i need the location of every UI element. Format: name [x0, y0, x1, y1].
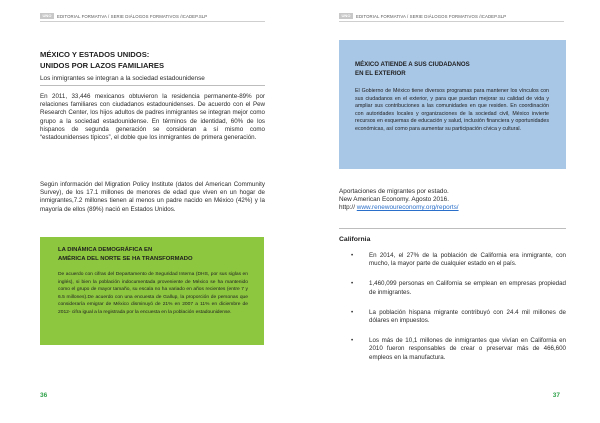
list-item-text: En 2014, el 27% de la población de California era inmigrante, con mucho, la mayor parte de cualquier estado en el país.: [369, 252, 566, 268]
list-item: [339, 309, 566, 325]
source-link[interactable]: www.renewoureconomy.org/reports/: [356, 204, 459, 212]
demographics-callout-box: [40, 237, 264, 345]
source-line2: New American Economy. Agosto 2016.: [339, 196, 449, 204]
list-item: [339, 252, 566, 268]
section-divider: [339, 228, 566, 229]
page-number-left: 36: [40, 392, 48, 399]
citizens-abroad-callout-box: [339, 40, 566, 169]
callout-body: De acuerdo con cifras del Departamento de Seguridad Interna (DHS, por sus siglas en inglés), si bien la población indocumentada proveniente de México se ha mantenido como el grupo de mayor tamaño, su escala no ha variado en años recientes (entre 7 y 6.5 millones).De acuerdo con una encuesta de Gallup, la proporción de personas que consideraría emigrar de México disminuyó de 21% en 2007 a 11% en diciembre de 2012- cifra igual a la registrada por la encuesta en la población estadounidense.: [58, 272, 248, 315]
callout-title-line2: EN EL EXTERIOR: [355, 70, 406, 77]
subtitle-divider: [40, 85, 265, 86]
source-citation: [339, 188, 564, 213]
source-line3: [339, 204, 564, 212]
publisher-logo: UNO: [339, 13, 353, 19]
list-item-text: 1,460,099 personas en California se emplean en empresas propiedad de inmigrantes.: [369, 280, 566, 296]
bullet-icon: •: [351, 252, 354, 259]
list-item: [339, 280, 566, 296]
paragraph-residency: En 2011, 33,446 mexicanos obtuvieron la residencia permanente-89% por relaciones familiares con ciudadanos estadounidenses. De acuerdo con el Pew Research Center, los hijos adultos de padres inmigrantes se integran mejor como grupo a la sociedad estadounidense. En términos de identidad, 60% de los hispanos de segunda generación se consideran a sí mismo como “estadounidenses típicos”, el doble que los inmigrantes de primera generación.: [40, 93, 265, 142]
section-title-line2: UNIDOS POR LAZOS FAMILIARES: [40, 61, 165, 70]
section-title: [40, 49, 265, 71]
list-item-text: La población hispana migrante contribuyó con 24.4 mil millones de dólares en impuestos.: [369, 308, 566, 325]
bullet-icon: •: [351, 337, 354, 345]
section-title-line1: MÉXICO Y ESTADOS UNIDOS:: [40, 50, 150, 59]
bullet-icon: •: [351, 280, 354, 288]
right-page: [300, 0, 600, 423]
callout-title-line2: AMÉRICA DEL NORTE SE HA TRANSFORMADO: [58, 255, 193, 262]
source-line1: Aportaciones de migrantes por estado.: [339, 188, 449, 195]
callout-title: [355, 60, 545, 78]
list-item-text: Los más de 10,1 millones de inmigrantes que vivían en California en 2010 fueron responsables de crear o preservar más de 466,600 empleos en la manufactura.: [369, 337, 566, 361]
bullet-icon: •: [351, 308, 354, 316]
source-prefix: http://: [339, 204, 357, 212]
running-header-left: [40, 11, 265, 22]
publisher-logo: UNO: [40, 13, 54, 19]
paragraph-migration-policy: Según información del Migration Policy Institute (datos del American Community Survey), de los 17.1 millones de menores de edad que viven en un hogar de inmigrantes,7.2 millones tienen al menos un padre nacido en México (42%) y la mayoría de ellos (89%) nació en Estados Unidos.: [40, 181, 265, 213]
running-header-right: [339, 11, 564, 22]
california-heading: California: [339, 236, 371, 243]
callout-title: [58, 246, 238, 263]
california-bullet-list: [339, 252, 566, 374]
page-number-right: 37: [552, 392, 560, 399]
running-title: EDITORIAL FORMATIVA / SERIE DIÁLOGOS FORMATIVOS /ICADEP.SLP: [57, 13, 208, 19]
callout-title-line1: MÉXICO ATIENDE A SUS CIUDADANOS: [355, 61, 470, 68]
callout-body: El Gobierno de México tiene diversos programas para mantener los vínculos con sus ciudadanos en el exterior, y para que puedan mejorar su calidad de vida y ampliar sus contribuciones a las comunidades en que residen. En coordinación con autoridades locales y organizaciones de la sociedad civil, México invierte recursos en esquemas de educación y salud, inclusión financiera y oportunidades económicas, así como para aumentar su participación cívica y cultural.: [355, 88, 549, 132]
running-title: EDITORIAL FORMATIVA / SERIE DIÁLOGOS FORMATIVOS /ICADEP.SLP: [356, 13, 507, 19]
callout-title-line1: LA DINÁMICA DEMOGRÁFICA EN: [58, 247, 153, 253]
section-subtitle: Los inmigrantes se integran a la sociedad estadounidense: [40, 75, 205, 82]
list-item: [339, 337, 566, 362]
